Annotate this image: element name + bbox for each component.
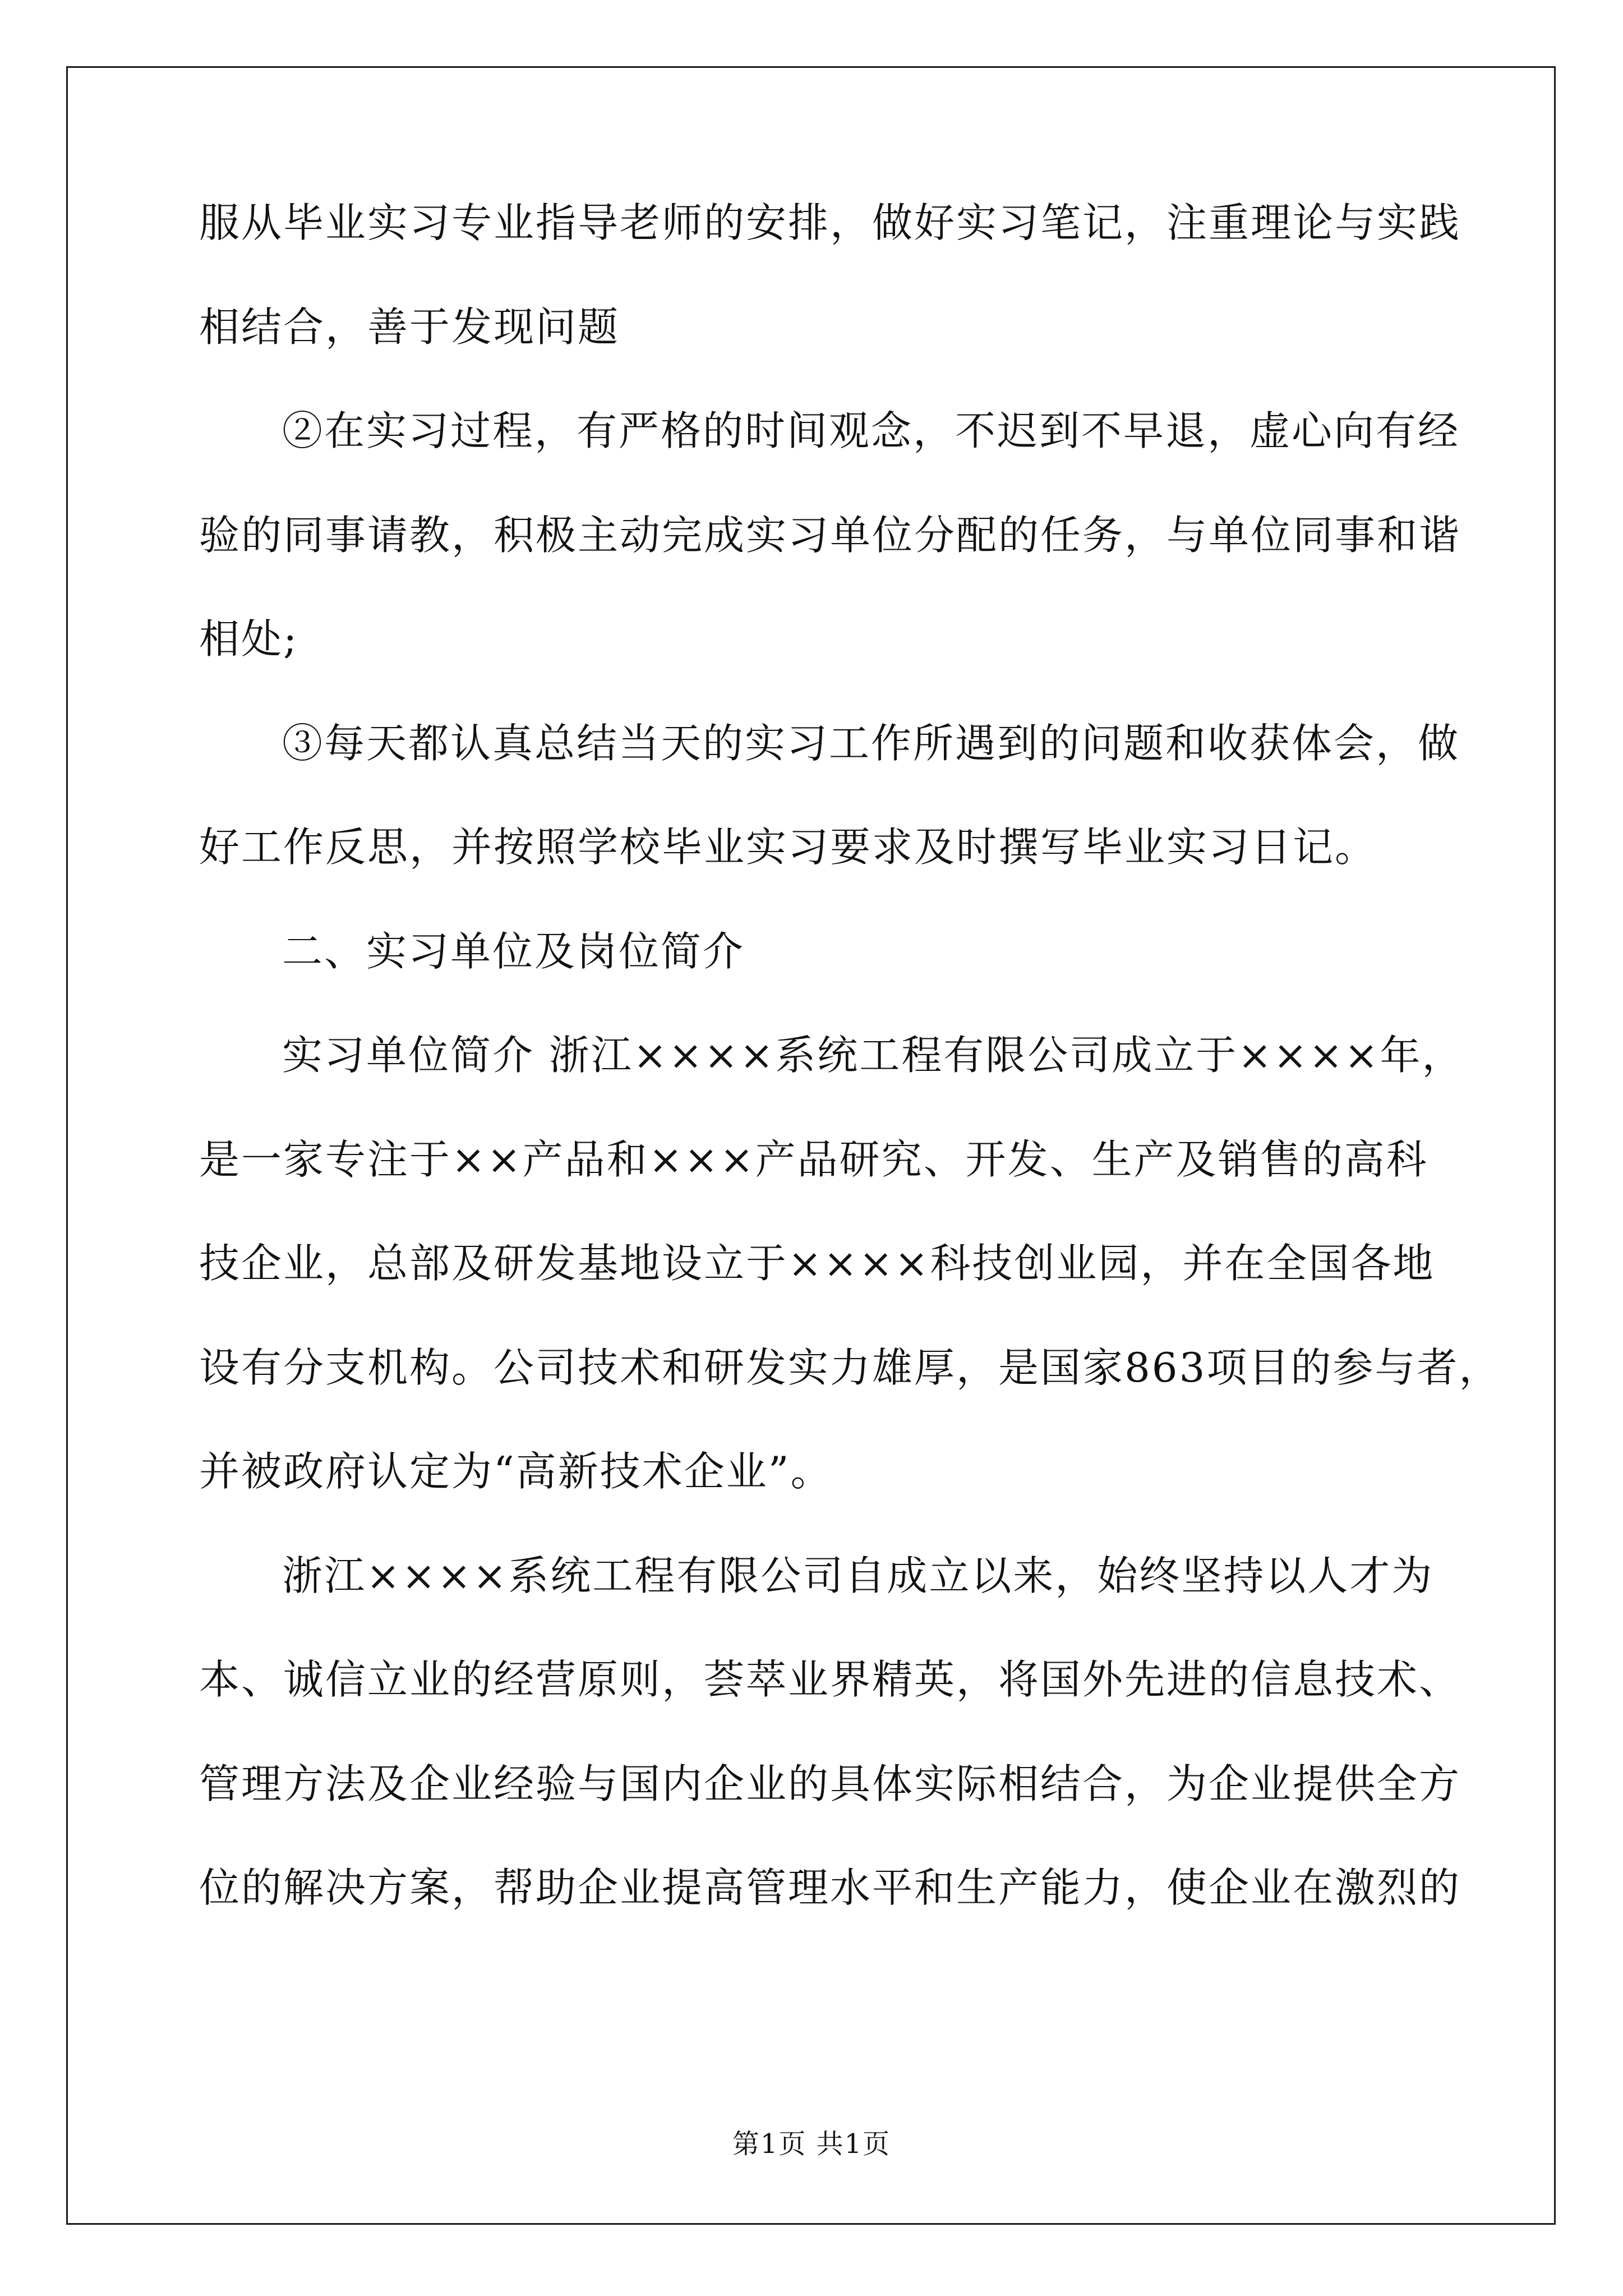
text-line: 设有分支机构。公司技术和研发实力雄厚，是国家863项目的参与者， — [199, 1344, 1501, 1391]
text-line: 管理方法及企业经验与国内企业的具体实际相结合，为企业提供全方 — [199, 1760, 1461, 1807]
text-line: ②在实习过程，有严格的时间观念，不迟到不早退，虚心向有经 — [282, 407, 1460, 454]
text-line: 位的解决方案，帮助企业提高管理水平和生产能力，使企业在激烈的 — [199, 1864, 1461, 1911]
text-line: 验的同事请教，积极主动完成实习单位分配的任务，与单位同事和谐 — [199, 512, 1461, 559]
text-line: 并被政府认定为“高新技术企业”。 — [199, 1448, 833, 1495]
text-line: 相处; — [199, 615, 299, 662]
page-number-footer: 第1页 共1页 — [732, 2128, 891, 2160]
text-line: ③每天都认真总结当天的实习工作所遇到的问题和收获体会，做 — [282, 720, 1460, 767]
text-line: 本、诚信立业的经营原则，荟萃业界精英，将国外先进的信息技术、 — [199, 1656, 1461, 1703]
text-line: 相结合，善于发现问题 — [199, 303, 620, 351]
text-line: 服从毕业实习专业指导老师的安排，做好实习笔记，注重理论与实践 — [199, 199, 1461, 246]
text-line: 实习单位简介 浙江××××系统工程有限公司成立于××××年， — [282, 1032, 1464, 1079]
text-line: 好工作反思，并按照学校毕业实习要求及时撰写毕业实习日记。 — [199, 823, 1377, 871]
text-line: 浙江××××系统工程有限公司自成立以来，始终坚持以人才为 — [282, 1552, 1434, 1599]
section-heading: 二、实习单位及岗位简介 — [282, 928, 745, 975]
text-line: 是一家专注于××产品和×××产品研究、开发、生产及销售的高科 — [199, 1136, 1428, 1183]
text-line: 技企业，总部及研发基地设立于××××科技创业园，并在全国各地 — [199, 1240, 1435, 1287]
